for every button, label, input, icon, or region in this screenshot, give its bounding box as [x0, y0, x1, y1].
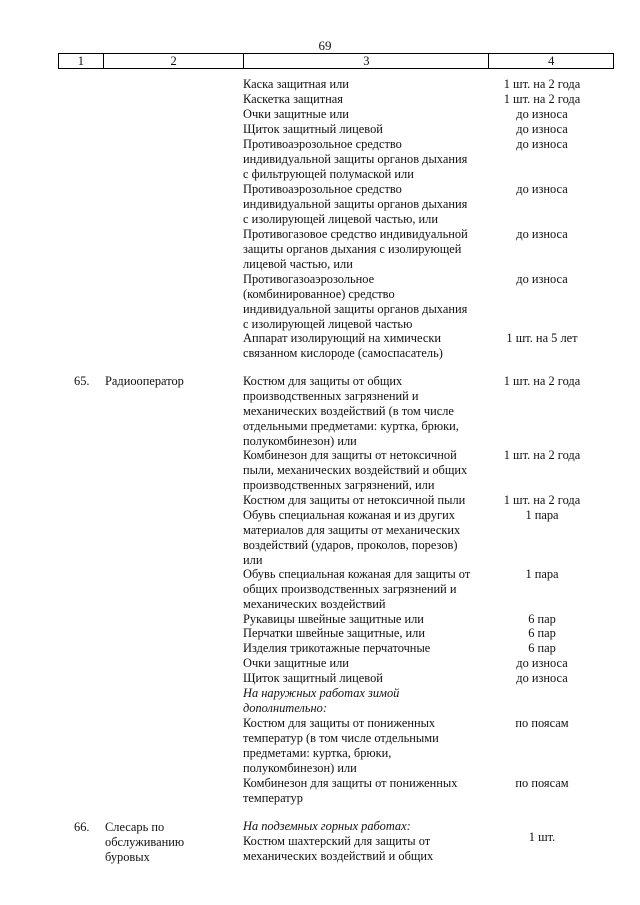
page-number: 69: [318, 38, 332, 53]
item-name-line: Противоаэрозольное средство: [243, 182, 402, 196]
item-name-line: (комбинированное) средство: [243, 287, 395, 301]
item-norm: 1 шт. на 5 лет: [506, 331, 578, 345]
item-norm: до износа: [516, 272, 568, 286]
item-name-line: отдельными предметами: куртка, брюки,: [243, 419, 459, 433]
item-name-line: температур: [243, 791, 303, 805]
row-number: 66.: [74, 820, 90, 834]
item-name-line: Противогазоаэрозольное: [243, 272, 375, 286]
item-name-line: с изолирующей лицевой частью, или: [243, 212, 438, 226]
item-name-line: воздействий (ударов, проколов, порезов): [243, 538, 458, 552]
item-name-line: индивидуальной защиты органов дыхания: [243, 197, 468, 211]
item-name-line: лицевой частью, или: [243, 257, 353, 271]
item-name-line: пыли, механических воздействий и общих: [243, 463, 468, 477]
item-name-line: производственных загрязнений и: [243, 389, 419, 403]
header-col-4: 4: [548, 54, 555, 68]
item-name-line: механических воздействий: [243, 597, 386, 611]
item-norm: 1 шт. на 2 года: [503, 92, 581, 106]
item-name-line: общих производственных загрязнений и: [243, 582, 457, 596]
item-norm: до износа: [516, 671, 568, 685]
item-name-line: Очки защитные или: [243, 107, 349, 121]
header-col-3: 3: [244, 54, 489, 68]
item-name-line: индивидуальной защиты органов дыхания: [243, 302, 468, 316]
section-note: На наружных работах зимой: [243, 686, 400, 700]
item-name-line: производственных загрязнений, или: [243, 478, 435, 492]
item-name-line: Рукавицы швейные защитные или: [243, 612, 424, 626]
row-number: 65.: [74, 374, 90, 388]
item-norm: 1 шт. на 2 года: [503, 493, 581, 507]
item-norm: 1 шт.: [528, 830, 556, 844]
item-name-line: Костюм для защиты от пониженных: [243, 716, 436, 730]
item-norm: до износа: [516, 182, 568, 196]
item-name-line: Изделия трикотажные перчаточные: [243, 641, 431, 655]
item-name-line: защиты органов дыхания с изолирующей: [243, 242, 462, 256]
item-name-line: Перчатки швейные защитные, или: [243, 626, 425, 640]
item-norm: до износа: [516, 137, 568, 151]
item-name-line: Костюм для защиты от общих: [243, 374, 403, 388]
profession-name: буровых: [105, 850, 150, 864]
item-name-line: индивидуальной защиты органов дыхания: [243, 152, 468, 166]
item-name-line: Противогазовое средство индивидуальной: [243, 227, 468, 241]
item-norm: до износа: [516, 227, 568, 241]
item-name-line: или: [243, 553, 263, 567]
item-name-line: Костюм для защиты от нетоксичной пыли: [243, 493, 466, 507]
header-col-1: 1: [59, 54, 104, 68]
item-norm: 1 шт. на 2 года: [503, 77, 581, 91]
item-name-line: механических воздействий и общих: [243, 849, 434, 863]
item-norm: 1 пара: [525, 567, 559, 581]
item-name-line: Обувь специальная кожаная и из других: [243, 508, 455, 522]
section-note: дополнительно:: [243, 701, 327, 715]
item-norm: до износа: [516, 107, 568, 121]
profession-name: Слесарь по: [105, 820, 165, 834]
item-norm: по поясам: [515, 776, 569, 790]
item-name-line: Обувь специальная кожаная для защиты от: [243, 567, 471, 581]
item-name-line: Аппарат изолирующий на химически: [243, 331, 441, 345]
item-norm: до износа: [516, 122, 568, 136]
item-name-line: Щиток защитный лицевой: [243, 122, 383, 136]
section-note: На подземных горных работах:: [243, 819, 411, 833]
item-name-line: Очки защитные или: [243, 656, 349, 670]
item-norm: 6 пар: [528, 626, 556, 640]
item-name-line: с изолирующей лицевой частью: [243, 317, 413, 331]
item-name-line: полукомбинезон) или: [243, 434, 357, 448]
item-norm: 1 пара: [525, 508, 559, 522]
item-name-line: полукомбинезон) или: [243, 761, 357, 775]
item-name-line: Комбинезон для защиты от нетоксичной: [243, 448, 457, 462]
item-name-line: Каска защитная или: [243, 77, 349, 91]
item-name-line: Противоаэрозольное средство: [243, 137, 402, 151]
item-norm: 1 шт. на 2 года: [503, 374, 581, 388]
profession-name: обслуживанию: [105, 835, 185, 849]
item-name-line: с фильтрующей полумаской или: [243, 167, 414, 181]
item-name-line: связанном кислороде (самоспасатель): [243, 346, 443, 360]
item-name-line: предметами: куртка, брюки,: [243, 746, 392, 760]
item-name-line: Каскетка защитная: [243, 92, 343, 106]
item-name-line: Костюм шахтерский для защиты от: [243, 834, 431, 848]
item-norm: 6 пар: [528, 641, 556, 655]
item-norm: 6 пар: [528, 612, 556, 626]
item-norm: до износа: [516, 656, 568, 670]
item-name-line: температур (в том числе отдельными: [243, 731, 439, 745]
item-name-line: механических воздействий (в том числе: [243, 404, 454, 418]
item-name-line: Щиток защитный лицевой: [243, 671, 383, 685]
profession-name: Радиооператор: [105, 374, 184, 388]
header-col-2: 2: [104, 54, 245, 68]
item-norm: 1 шт. на 2 года: [503, 448, 581, 462]
item-name-line: Комбинезон для защиты от пониженных: [243, 776, 458, 790]
item-norm: по поясам: [515, 716, 569, 730]
table-header: [58, 53, 614, 69]
item-name-line: материалов для защиты от механических: [243, 523, 461, 537]
